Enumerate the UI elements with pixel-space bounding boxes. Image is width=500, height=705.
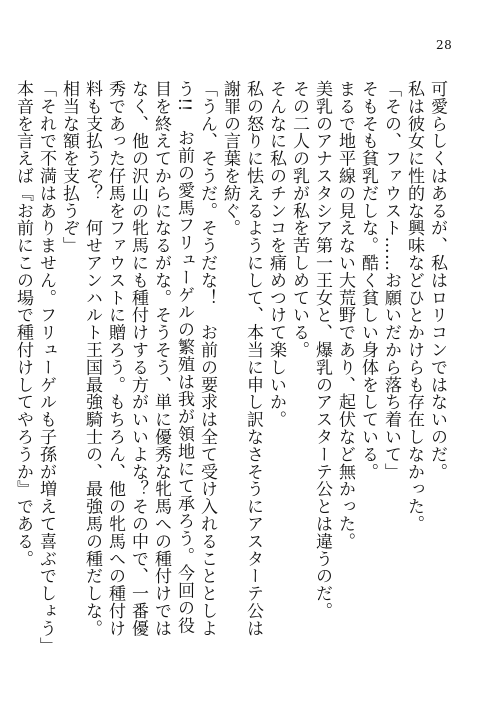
text-line: 可愛らしくはあるが、私はロリコンではないのだ。 <box>427 80 447 481</box>
novel-text-block <box>11 80 448 655</box>
text-line: その二人の乳が私を苦しめている。 <box>289 80 309 359</box>
text-line: 「うん、そうだ。そうだな！ お前の要求は全て受け入れることとしよう!! お前の愛馬フリューゲルの繁殖は我が領地にて承ろう。今回の役目を終えてからになるがな。そうそう、単に優秀な牝馬への種付けではなく、他の沢山の牝馬にも種付けする方がいいよな？その中で、一番優秀であった仔馬をファウストに贈ろう。もちろん、他の牝馬への種付け料も支払うぞ？ 何せアンハルト王国最強騎士の、最強馬の種だしな。相当な額を支払うぞ」 <box>59 80 217 637</box>
text-line: 私は彼女に性的な興味などひとかけらも存在しなかった。 <box>404 80 424 533</box>
text-line: そもそも貧乳だしな。酷く貧しい身体をしている。 <box>358 80 378 481</box>
text-line: 美乳のアナスタシア第一王女と、爆乳のアスターテ公とは違うのだ。 <box>312 80 332 620</box>
text-line: そんなに私のチンコを痛めつけて楽しいか。 <box>266 80 286 428</box>
text-line: 本音を言えば『お前にこの場で種付けしてやろうか』である。 <box>13 80 33 568</box>
text-line: 「それで不満はありません。フリューゲルも子孫が増えて喜ぶでしょう」 <box>36 80 56 655</box>
text-line: 「その、ファウスト……お願いだから落ち着いて」 <box>381 80 401 481</box>
text-line: まるで地平線の見えない大荒野であり、起伏など無かった。 <box>335 80 355 550</box>
text-line: 私の怒りに怯えるようにして、本当に申し訳なさそうにアスターテ公は謝罪の言葉を紡ぐ。 <box>220 80 263 637</box>
page-number: 28 <box>436 38 453 52</box>
